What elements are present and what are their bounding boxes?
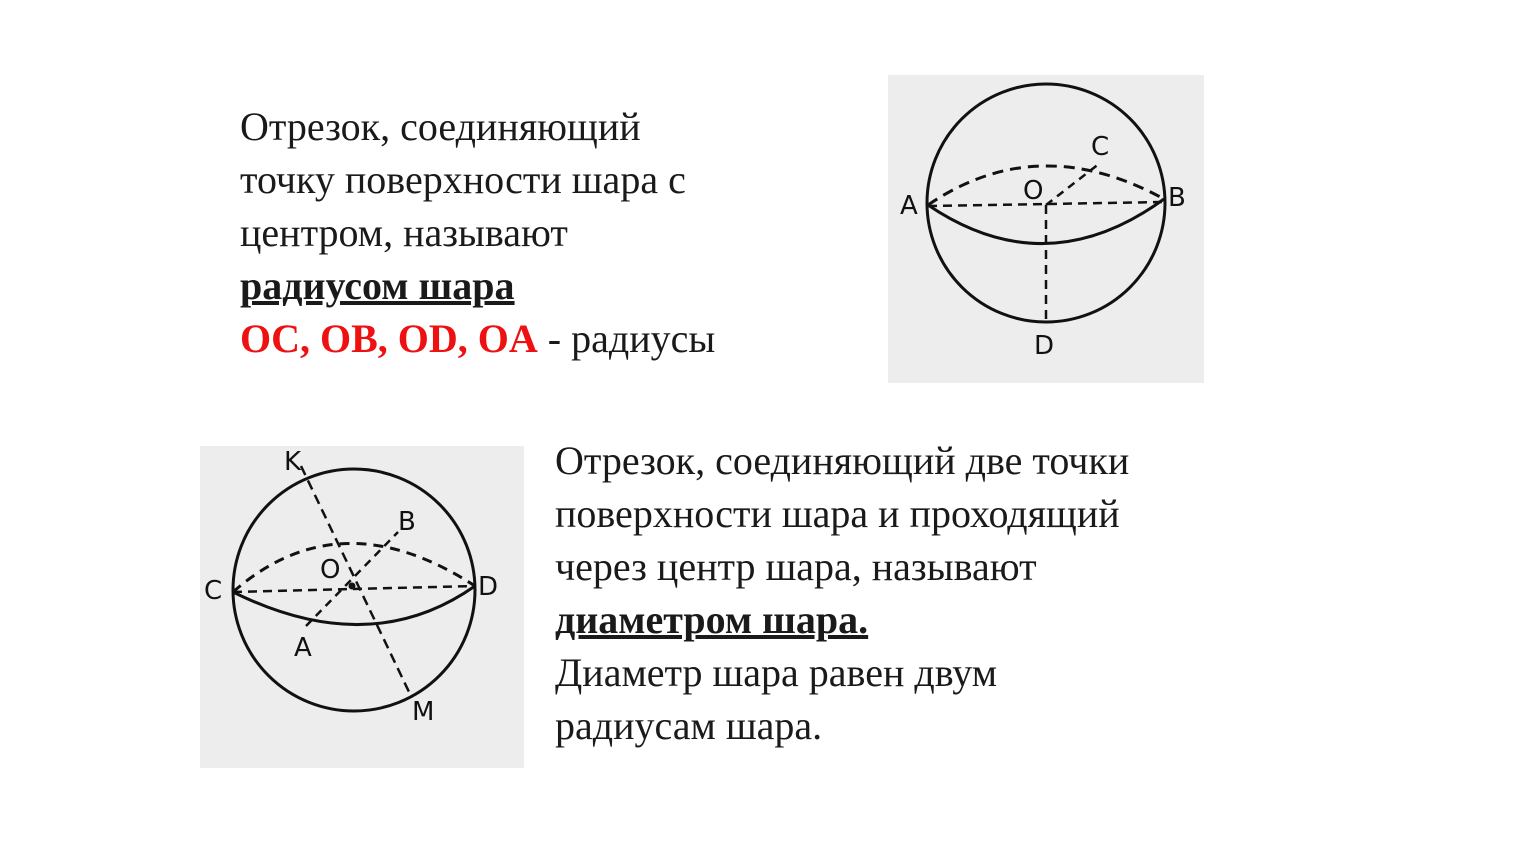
label-k: K [284,447,302,477]
radius-text-line-3: центром, называют [240,210,568,255]
diameter-sphere-drawing [200,446,524,768]
radius-examples-suffix: - радиусы [537,316,716,361]
label-m: M [412,697,435,727]
diameter-km [301,466,410,694]
equator-back [928,166,1164,205]
radius-sphere-figure [888,75,1204,383]
label-d: D [478,572,499,602]
radius-segments: OC, OB, OD, OA [240,316,538,361]
label-o: O [1023,176,1044,206]
center-point [349,583,356,590]
radius-definition [240,100,715,365]
label-a: A [294,633,312,663]
radius-term: радиусом шара [240,263,515,308]
radius-sphere-drawing [888,75,1204,383]
label-o: O [320,555,341,585]
diameter-text-line-2: поверхности шара и проходящий [555,491,1120,536]
label-c: C [1091,132,1110,162]
diameter-sphere-figure [200,446,524,768]
diameter-text-line-6: радиусам шара. [555,703,823,748]
diameter-text-line-1: Отрезок, соединяющий две точки [555,438,1130,483]
radius-text-line-1: Отрезок, соединяющий [240,104,641,149]
diameter-text-line-5: Диаметр шара равен двум [555,650,998,695]
label-d: D [1034,331,1055,361]
radius-text-line-2: точку поверхности шара с [240,157,686,202]
segment-oc [1046,163,1100,205]
diameter-definition [555,434,1129,752]
label-c: C [204,576,223,606]
label-a: A [900,191,918,221]
radius-examples [240,312,715,365]
label-b: B [398,507,416,537]
diameter-term: диаметром шара. [555,597,869,642]
diameter-text-line-3: через центр шара, называют [555,544,1037,589]
label-b: B [1168,183,1186,213]
